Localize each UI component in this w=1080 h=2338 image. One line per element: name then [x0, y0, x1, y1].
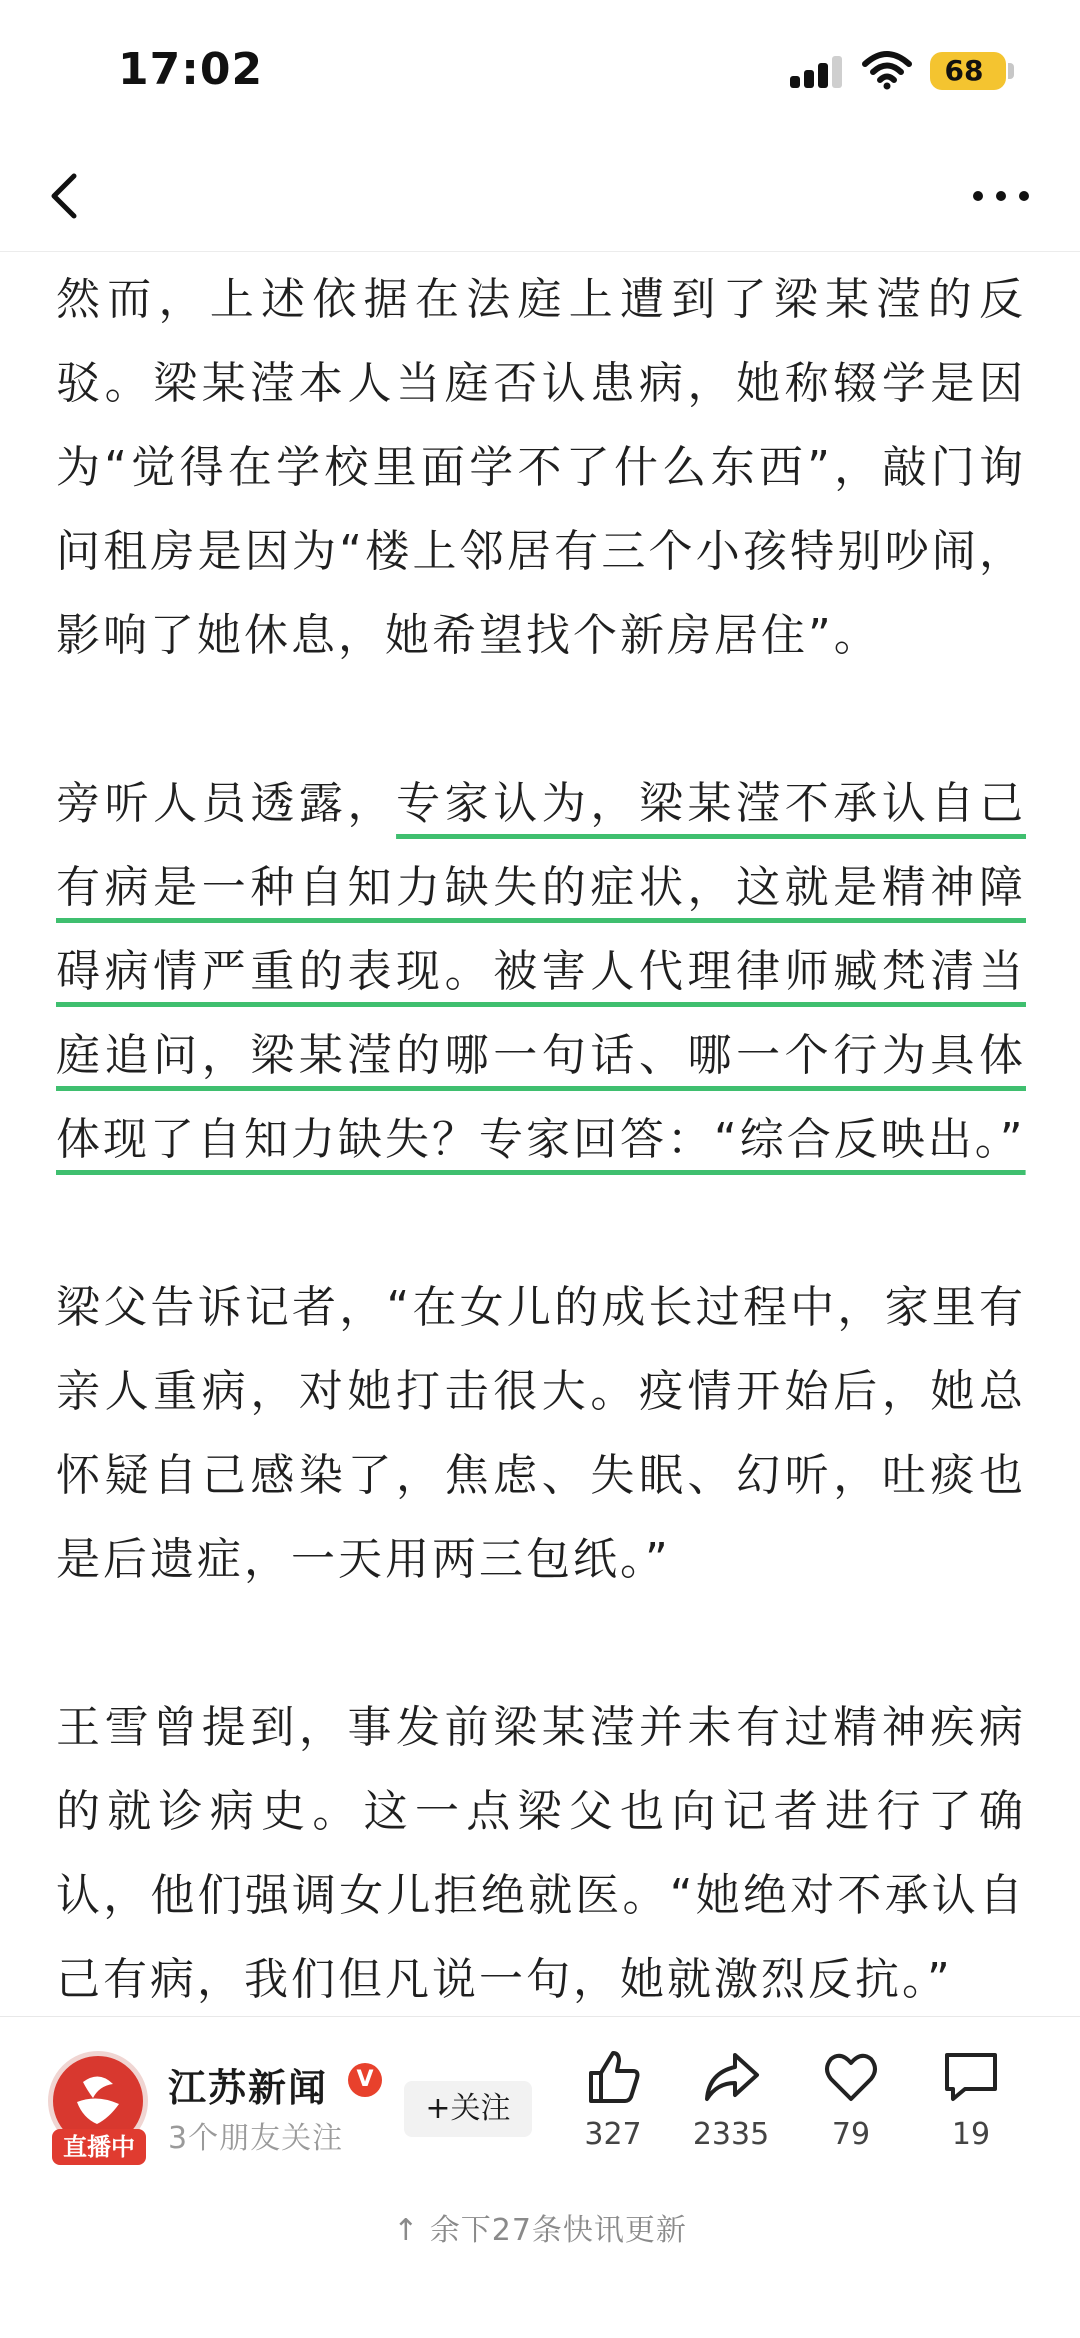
- paragraph-2-lead: 旁听人员透露，: [56, 778, 397, 829]
- article-body: [56, 252, 1026, 2014]
- live-badge: 直播中: [52, 2129, 146, 2165]
- battery-tip: [1008, 63, 1014, 79]
- highlighted-quote[interactable]: 专家认为，梁某滢不承认自己有病是一种自知力缺失的症状，这就是精神障碍病情严重的表现。被害人代理律师臧梵清当庭追问，梁某滢的哪一句话、哪一个行为具体体现了自知力缺失？专家回答：“综合反映出。”: [56, 778, 1026, 1165]
- favorite-button[interactable]: [796, 2047, 906, 2177]
- status-bar: [0, 0, 1080, 140]
- comment-bubble-icon: [941, 2047, 1001, 2107]
- article-paragraph-2: [56, 762, 1026, 1182]
- cellular-signal-icon: [790, 56, 844, 88]
- share-button[interactable]: [676, 2047, 786, 2177]
- thumbs-up-icon: [583, 2047, 643, 2107]
- article-paragraph-3: 梁父告诉记者，“在女儿的成长过程中，家里有亲人重病，对她打击很大。疫情开始后，她总怀疑自己感染了，焦虑、失眠、幻听，吐痰也是后遗症，一天用两三包纸。”: [56, 1282, 1026, 1585]
- wifi-icon: [862, 50, 912, 90]
- comment-button[interactable]: [916, 2047, 1026, 2177]
- share-count: 2335: [692, 2117, 770, 2152]
- bottom-action-bar: [0, 2016, 1080, 2338]
- account-name[interactable]: 江苏新闻: [168, 2066, 329, 2110]
- follow-button[interactable]: +关注: [404, 2081, 532, 2137]
- favorite-count: 79: [831, 2117, 871, 2152]
- chevron-left-icon[interactable]: [40, 168, 96, 224]
- status-time: 17:02: [118, 44, 264, 95]
- battery-icon: [930, 52, 1006, 90]
- battery-level: 68: [944, 54, 984, 87]
- nav-bar: [0, 140, 1080, 252]
- article-paragraph-1: 然而，上述依据在法庭上遭到了梁某滢的反驳。梁某滢本人当庭否认患病，她称辍学是因为“觉得在学校里面学不了什么东西”，敲门询问租房是因为“楼上邻居有三个小孩特别吵闹，影响了她休息，她希望找个新房居住”。: [56, 274, 1026, 661]
- like-button[interactable]: [558, 2047, 668, 2177]
- article-paragraph-4: 王雪曾提到，事发前梁某滢并未有过精神疾病的就诊病史。这一点梁父也向记者进行了确认，他们强调女儿拒绝就医。“她绝对不承认自己有病，我们但凡说一句，她就激烈反抗。”: [56, 1702, 1026, 2005]
- friends-follow-text: 3个朋友关注: [168, 2121, 344, 2156]
- verified-badge-icon: V: [348, 2063, 382, 2097]
- share-arrow-icon: [701, 2047, 761, 2107]
- like-count: 327: [584, 2117, 642, 2152]
- heart-icon: [821, 2047, 881, 2107]
- more-horizontal-icon[interactable]: [968, 168, 1034, 224]
- more-news-updates-link[interactable]: ↑ 余下27条快讯更新: [393, 2213, 687, 2248]
- comment-count: 19: [951, 2117, 991, 2152]
